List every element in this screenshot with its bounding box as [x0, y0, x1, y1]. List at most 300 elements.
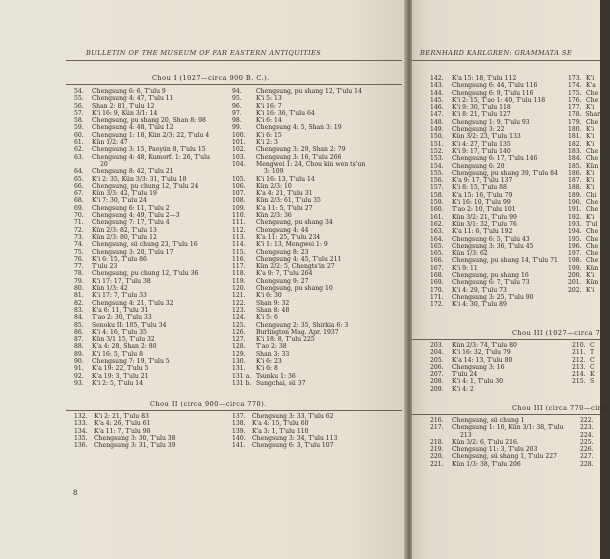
entry-text: K'a 14: 13, T'ulu 80	[452, 356, 513, 364]
entry-number: 89.	[74, 350, 84, 358]
entry-number: 103.	[232, 153, 246, 161]
entry-row	[74, 322, 234, 329]
entry-number: 196.	[568, 242, 582, 250]
entry-row	[430, 342, 570, 349]
entry-row	[568, 279, 600, 286]
entry-number: 136.	[74, 442, 88, 450]
entry-number: 222.	[580, 417, 594, 424]
entry-row	[74, 358, 234, 365]
entry-number: 206.	[430, 363, 444, 371]
entry-number: 160.	[430, 206, 444, 214]
entry-row	[232, 413, 402, 420]
entry-number: 190.	[568, 199, 582, 207]
entry-number: 121.	[232, 292, 246, 300]
entry-text: K'i 7: 30, T'ulu 24	[92, 197, 147, 205]
section-rule	[66, 410, 402, 411]
entry-number: 73.	[74, 233, 84, 241]
entry-number: 68.	[74, 197, 84, 205]
entry-row	[430, 228, 570, 235]
entry-text: Chengsung 4: 44	[256, 226, 309, 234]
entry-row	[568, 228, 600, 235]
entry-row	[568, 104, 600, 111]
entry-row	[430, 184, 570, 191]
entry-text: Chengsung 3: 33, T'ulu 62	[252, 413, 334, 420]
entry-row	[232, 307, 402, 314]
entry-number: 90.	[74, 357, 84, 365]
section-rule	[412, 339, 600, 340]
entry-text: Chengsung, pu shang 20, Shan 8: 98	[92, 117, 206, 125]
entry-number: 220.	[430, 453, 444, 461]
entry-text: 3: 109	[264, 168, 284, 176]
entry-row	[232, 380, 402, 387]
entry-number: 183.	[568, 147, 582, 155]
entry-row	[430, 90, 570, 97]
entry-number: 192.	[568, 213, 582, 221]
entry-text: Chengsung 4: 47, T'ulu 11	[92, 95, 174, 103]
entry-row	[568, 192, 600, 199]
entry-row	[430, 199, 570, 206]
entry-text: Chengsung 3: 22	[452, 126, 505, 134]
entry-row	[74, 161, 234, 168]
entry-row	[580, 461, 600, 468]
entry-number: 91.	[74, 365, 84, 373]
entry-text: Chengsung 4: 49, T'ulu 2—3	[92, 212, 180, 220]
entry-row	[430, 243, 570, 250]
entry-text: K'a 11: 6, T'ulu 192	[452, 228, 513, 236]
entry-number: 79.	[74, 277, 84, 285]
entry-row	[74, 314, 234, 321]
entry-text: Chengsung 3: 20, T'ulu 17	[92, 248, 174, 256]
entry-row	[74, 219, 234, 226]
entry-number: 87.	[74, 336, 84, 344]
entry-number: 64.	[74, 168, 84, 176]
entry-number: 110.	[232, 212, 246, 220]
entry-number: 63.	[74, 153, 84, 161]
entry-row	[430, 386, 570, 393]
entry-row	[232, 278, 402, 285]
entry-row	[232, 373, 402, 380]
entry-row	[568, 90, 600, 97]
entry-row	[74, 176, 234, 183]
entry-text: K'i 2: 21, T'ulu 83	[94, 413, 149, 420]
entry-number: 175.	[568, 89, 582, 97]
entry-row	[232, 161, 402, 168]
right-page	[412, 0, 610, 559]
entry-text: Chengsung, pu chung 12, T'ulu 36	[92, 270, 199, 278]
entry-text: K'i	[586, 104, 595, 112]
entry-text: Che	[586, 96, 599, 104]
entry-text: Chengsung 6: 3, T'ulu 107	[252, 442, 334, 450]
entry-number: 151.	[430, 140, 444, 148]
entry-number: 165.	[430, 242, 444, 250]
entry-row	[430, 214, 570, 221]
entry-text: K'i	[586, 126, 595, 134]
entry-number: 149.	[430, 126, 444, 134]
entry-number: 227.	[580, 453, 594, 461]
entry-text: Kün 2/3: 61, T'ulu 35	[256, 197, 321, 205]
entry-row	[74, 249, 234, 256]
entry-number: 195.	[568, 235, 582, 243]
entry-number: 217.	[430, 424, 444, 432]
entry-row	[580, 439, 600, 446]
entry-row	[74, 132, 234, 139]
entry-text: Chengsung 3: 16	[452, 363, 505, 371]
entry-text: Chengsung 4: 45, T'ulu 211	[256, 255, 342, 263]
entry-row	[430, 221, 570, 228]
entry-number: 174.	[568, 82, 582, 90]
entry-number: 100.	[232, 131, 246, 139]
entry-number: 153.	[430, 155, 444, 163]
entry-number: 119.	[232, 277, 246, 285]
entry-row	[568, 272, 600, 279]
entry-text: K'i 1: 13, Mengwei 1: 9	[256, 241, 328, 249]
entry-text: K'i 17: 17, T'ulu 38	[92, 277, 151, 285]
entry-number: 210.	[572, 342, 586, 349]
entry-text: K'i 2: 35, Kün 3/3: 31, T'ulu 18	[92, 175, 187, 183]
entry-number: 181.	[568, 133, 582, 141]
entry-row	[430, 257, 570, 264]
entry-number: 166.	[430, 257, 444, 265]
entry-row	[568, 265, 600, 272]
entry-number: 182.	[568, 140, 582, 148]
entry-number: 135.	[74, 434, 88, 442]
entry-text: Chengsung 7: 19, T'ulu 5	[92, 357, 170, 365]
entry-row	[74, 285, 234, 292]
page-number: 8	[73, 489, 78, 497]
entry-number: 99.	[232, 124, 242, 132]
entry-row	[232, 365, 402, 372]
entry-text: Chengsung 6: 44, T'ulu 116	[452, 82, 538, 90]
entry-text: 20	[100, 160, 108, 168]
entry-text: Kün 1/2: 47	[92, 139, 128, 147]
entry-row	[430, 294, 570, 301]
entry-text: K'i 4: 1, T'ulu 30	[452, 378, 503, 386]
entry-text: Chengsung 1: 18, Kün 2/3: 22, T'ulu 4	[92, 131, 210, 139]
entry-list-chou3-col1	[430, 342, 570, 393]
entry-number: 215.	[572, 378, 586, 386]
entry-number: 126.	[232, 328, 246, 336]
entry-number: 54.	[74, 88, 84, 95]
entry-row	[74, 103, 234, 110]
entry-row	[568, 170, 600, 177]
entry-number: 59.	[74, 124, 84, 132]
entry-text: Chengsung 3: 36, T'ulu 45	[452, 242, 534, 250]
entry-text: Kün	[586, 279, 599, 287]
entry-number: 208.	[430, 378, 444, 386]
entry-number: 156.	[430, 177, 444, 185]
entry-text: K'i	[586, 213, 595, 221]
entry-row	[232, 435, 402, 442]
entry-row	[568, 155, 600, 162]
entry-text: Chengsung 4: 48, Kumorf. 1: 26, T'ulu	[92, 153, 210, 161]
entry-row	[430, 192, 570, 199]
entry-text: Chengsung 6: 9, T'ulu 116	[452, 89, 534, 97]
entry-text: Chengsung 3: 31, T'ulu 39	[94, 442, 176, 450]
entry-row	[74, 435, 234, 442]
entry-row	[568, 163, 600, 170]
section-title-chou1: Chou I (1027—circa 900 B. C.).	[152, 74, 270, 82]
entry-number: 142.	[430, 75, 444, 82]
entry-number: 186.	[568, 169, 582, 177]
entry-row	[232, 442, 402, 449]
entry-text: K'i 16: 13, T'ulu 14	[256, 175, 315, 183]
entry-row	[430, 163, 570, 170]
entry-row	[74, 256, 234, 263]
entry-text: K'i 16: 9, Kün 3/1: 14	[92, 109, 158, 117]
entry-row	[430, 446, 570, 453]
entry-text: Chengsung 3: 29, Shan 2: 79	[256, 146, 346, 154]
entry-row	[74, 154, 234, 161]
entry-number: 57.	[74, 109, 84, 117]
entry-number: 143.	[430, 82, 444, 90]
entry-number: 102.	[232, 146, 246, 154]
header-rule	[66, 60, 402, 61]
entry-text: T	[590, 349, 595, 357]
entry-text: Kün	[586, 162, 599, 170]
entry-text: Shan 2: 81, T'ulu 12	[92, 102, 155, 110]
entry-number: 84.	[74, 314, 84, 322]
entry-row	[430, 177, 570, 184]
entry-text: Chengsung 3: 34, T'ulu 113	[252, 434, 338, 442]
entry-text: Kün 3/2: 21, T'ulu 99	[452, 213, 517, 221]
entry-row	[430, 279, 570, 286]
entry-number: 180.	[568, 126, 582, 134]
entry-text: Kün 1/3: 42	[92, 285, 128, 293]
entry-list-chou1-col2	[232, 88, 402, 387]
entry-text: K'a 4: 21, T'ulu 31	[256, 190, 313, 198]
entry-row	[74, 278, 234, 285]
entry-text: K'i 6: 14	[256, 117, 282, 125]
entry-text: Che	[586, 147, 599, 155]
entry-row	[430, 250, 570, 257]
entry-text: T'ao 2: 10, T'ulu 101	[452, 206, 516, 214]
entry-number: 150.	[430, 133, 444, 141]
entry-number: 58.	[74, 117, 84, 125]
entry-row	[74, 139, 234, 146]
entry-number: 209.	[430, 385, 444, 393]
entry-number: 134.	[74, 427, 88, 435]
entry-number: 72.	[74, 226, 84, 234]
entry-text: Shan 8: 48	[256, 306, 290, 314]
entry-row	[232, 329, 402, 336]
entry-row	[74, 270, 234, 277]
entry-row	[568, 206, 600, 213]
entry-row	[232, 358, 402, 365]
entry-text: Chengsung 3: 15, Paoyün 8, T'ulu 15	[92, 146, 206, 154]
entry-row	[74, 110, 234, 117]
entry-text: K'i 16: 10, T'ulu 99	[452, 199, 511, 207]
entry-number: 187.	[568, 177, 582, 185]
entry-text: K'a 4: 28, Shan 2: 80	[92, 343, 157, 351]
entry-number: 116.	[232, 255, 246, 263]
entry-text: 213	[460, 431, 472, 439]
entry-number: 170.	[430, 286, 444, 294]
entry-number: 176.	[568, 96, 582, 104]
entry-number: 109.	[232, 204, 246, 212]
entry-row	[572, 349, 600, 356]
entry-row	[232, 154, 402, 161]
entry-row	[572, 371, 600, 378]
entry-number: 95.	[232, 95, 242, 103]
entry-row	[232, 168, 402, 175]
entry-text: K'i 5: 13	[256, 95, 282, 103]
entry-number: 125.	[232, 321, 246, 329]
entry-row	[430, 97, 570, 104]
entry-row	[430, 133, 570, 140]
entry-list-chou1-col1	[74, 88, 234, 387]
entry-text: K'a 11: 25, T'ulu 234	[256, 233, 321, 241]
entry-row	[430, 301, 570, 308]
entry-number: 203.	[430, 342, 444, 349]
entry-number: 202.	[568, 286, 582, 294]
entry-row	[74, 227, 234, 234]
entry-text: Chengsung 8: 23	[256, 248, 309, 256]
entry-number: 101.	[232, 139, 246, 147]
entry-row	[232, 256, 402, 263]
entry-text: T'ulu 23	[92, 263, 118, 271]
section-title-chou2: Chou II (circa 900—circa 770).	[150, 400, 267, 408]
entry-number	[74, 161, 92, 168]
entry-row	[430, 439, 570, 446]
entry-text: K'a 19: 3, T'ulu 21	[92, 372, 149, 380]
entry-text: K'a 6: 11, T'ulu 31	[92, 306, 149, 314]
entry-row	[74, 117, 234, 124]
entry-row	[74, 300, 234, 307]
entry-text: Che	[586, 199, 599, 207]
entry-row	[430, 371, 570, 378]
entry-number: 224.	[580, 431, 594, 439]
entry-text: Che	[586, 242, 599, 250]
entry-number: 76.	[74, 255, 84, 263]
entry-number: 115.	[232, 248, 246, 256]
entry-number: 83.	[74, 306, 84, 314]
entry-text: K'i 18: 8, T'ulu 225	[256, 336, 315, 344]
entry-number: 108.	[232, 197, 246, 205]
entry-number: 131 b.	[232, 379, 252, 387]
entry-text: Chengsung 6: 7, T'ulu 73	[452, 279, 530, 287]
entry-number: 138.	[232, 420, 246, 428]
entry-number: 177.	[568, 104, 582, 112]
entry-row	[232, 285, 402, 292]
section-title-chou3: Chou III (1027—circa 7	[512, 329, 601, 337]
entry-number: 128.	[232, 343, 246, 351]
entry-number: 204.	[430, 349, 444, 357]
entry-row	[430, 206, 570, 213]
entry-text: Che	[586, 155, 599, 163]
entry-number: 70.	[74, 212, 84, 220]
entry-text: K'a 9: 7, T'ulu 264	[256, 270, 313, 278]
entry-text: K'a 11: 7, T'ulu 98	[94, 427, 151, 435]
entry-number: 163.	[430, 228, 444, 236]
entry-text: K'a 15: 16, T'ulu 79	[452, 191, 513, 199]
entry-row	[430, 104, 570, 111]
entry-row	[232, 103, 402, 110]
entry-row	[568, 141, 600, 148]
entry-row	[232, 322, 402, 329]
entry-text: Chengsung 4: 5, Shan 3: 19	[256, 124, 342, 132]
entry-row	[74, 365, 234, 372]
entry-text: Chengsung 6: 17, T'ulu 146	[452, 155, 538, 163]
entry-number: 104.	[232, 160, 246, 168]
entry-number: 97.	[232, 109, 242, 117]
entry-text: K'i 9: 30, T'ulu 118	[452, 104, 511, 112]
entry-list-chou2-col2	[232, 413, 402, 449]
entry-text: K'i 4: 16, T'ulu 35	[92, 328, 147, 336]
entry-number: 157.	[430, 184, 444, 192]
entry-text: K'i 6: 15	[256, 131, 282, 139]
entry-number: 66.	[74, 182, 84, 190]
entry-text: Chengsung 8: 42, T'ulu 21	[92, 168, 174, 176]
entry-number: 219.	[430, 446, 444, 454]
entry-number: 216.	[430, 417, 444, 424]
entry-text: Chengsung, sü shang 1, T'ulu 227	[452, 453, 558, 461]
entry-row	[74, 413, 234, 420]
entry-number: 77.	[74, 263, 84, 271]
entry-row	[568, 287, 600, 294]
entry-text: K'a 19: 22, T'ulu 5	[92, 365, 149, 373]
entry-row	[74, 241, 234, 248]
entry-row	[74, 183, 234, 190]
entry-text: Che	[586, 206, 599, 214]
entry-row	[74, 95, 234, 102]
entry-row	[568, 184, 600, 191]
entry-number: 193.	[568, 220, 582, 228]
entry-number: 199.	[568, 264, 582, 272]
entry-row	[232, 183, 402, 190]
entry-number: 56.	[74, 102, 84, 110]
entry-text: Chengsung 6: 6, T'ulu 9	[92, 88, 166, 95]
entry-row	[572, 364, 600, 371]
entry-row	[568, 119, 600, 126]
entry-number: 130.	[232, 357, 246, 365]
entry-number: 65.	[74, 175, 84, 183]
entry-number: 144.	[430, 89, 444, 97]
entry-row	[74, 420, 234, 427]
entry-row	[74, 190, 234, 197]
entry-number: 169.	[430, 279, 444, 287]
entry-row	[568, 257, 600, 264]
entry-number: 118.	[232, 270, 246, 278]
entry-row	[232, 212, 402, 219]
entry-number	[232, 168, 256, 175]
entry-number: 117.	[232, 263, 246, 271]
entry-text: Che	[586, 250, 599, 258]
entry-text: Chengsung 1: 9, T'ulu 93	[452, 118, 530, 126]
entry-row	[430, 357, 570, 364]
entry-row	[74, 380, 234, 387]
entry-row	[580, 417, 600, 424]
entry-row	[430, 424, 570, 431]
entry-number: 207.	[430, 371, 444, 379]
entry-number: 123.	[232, 306, 246, 314]
entry-number: 189.	[568, 191, 582, 199]
entry-number: 107.	[232, 190, 246, 198]
entry-row	[430, 432, 570, 439]
entry-row	[430, 155, 570, 162]
entry-number: 75.	[74, 248, 84, 256]
entry-row	[232, 241, 402, 248]
entry-text: Chengsung 4: 48, T'ulu 12	[92, 124, 174, 132]
entry-text: S	[590, 378, 595, 386]
entry-number: 162.	[430, 220, 444, 228]
entry-number: 221.	[430, 460, 444, 468]
entry-text: K'i 16: 5, T'ulu 8	[92, 350, 143, 358]
entry-number: 173.	[568, 75, 582, 82]
entry-row	[232, 197, 402, 204]
entry-number: 178.	[568, 111, 582, 119]
entry-row	[232, 88, 402, 95]
entry-number: 124.	[232, 314, 246, 322]
